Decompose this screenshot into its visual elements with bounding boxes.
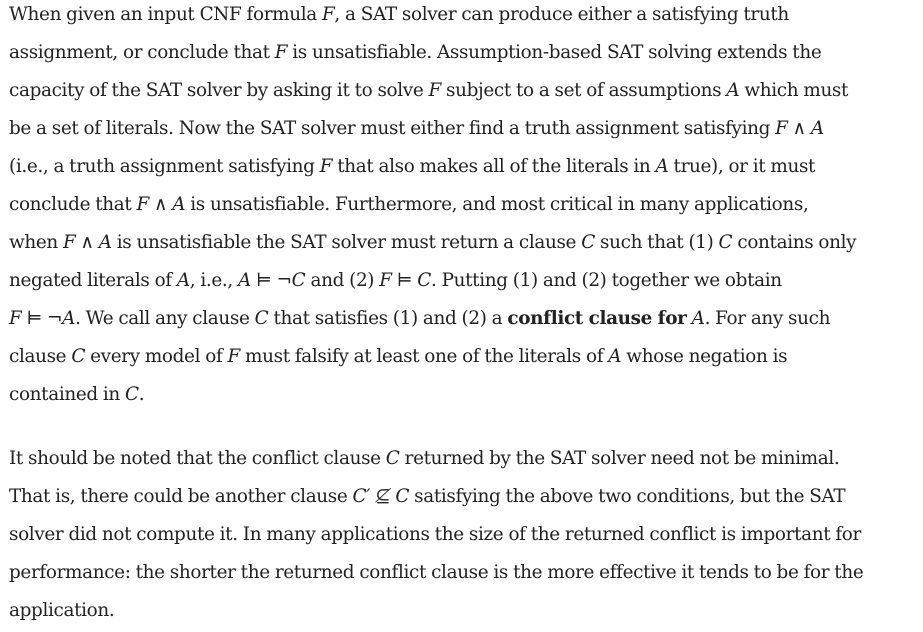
text-run: contains only	[732, 232, 857, 253]
text-run: It should be noted that the conflict clause	[9, 448, 386, 469]
text-run: that also makes all of the literals in	[332, 156, 656, 177]
text-run: true), or it must	[668, 156, 816, 177]
text-run: application.	[9, 600, 115, 621]
text-run: when	[9, 232, 64, 253]
math-expression: A ⊨ ¬C	[238, 270, 306, 291]
text-run: capacity of the SAT solver by asking it to solve	[9, 80, 429, 101]
text-run: is unsatisfiable. Assumption-based SAT solving extends the	[287, 42, 822, 63]
text-line	[9, 228, 923, 266]
math-variable: C	[125, 384, 139, 405]
text-run: When given an input CNF formula	[9, 4, 322, 25]
text-line	[9, 444, 923, 482]
bold-term: conflict clause for	[507, 308, 687, 329]
text-run: which must	[739, 80, 849, 101]
text-run: must falsify at least one of the literals of	[239, 346, 609, 367]
text-run: is unsatisfiable. Furthermore, and most critical in many applications,	[185, 194, 809, 215]
text-run: returned by the SAT solver need not be minimal.	[399, 448, 840, 469]
math-variable: F	[428, 80, 441, 101]
text-line	[9, 266, 923, 304]
text-run: That is, there could be another clause	[9, 486, 353, 507]
text-run: contained in	[9, 384, 126, 405]
text-line	[9, 190, 923, 228]
paragraph-conflict-clause-minimality	[9, 444, 923, 632]
math-expression: F ∧ A	[136, 194, 186, 215]
text-line	[9, 76, 923, 114]
math-variable: F	[322, 4, 335, 25]
math-variable: C	[718, 232, 733, 253]
math-variable: A	[726, 80, 740, 101]
math-variable: F	[319, 156, 333, 177]
math-variable: F	[274, 42, 288, 63]
text-line	[9, 114, 923, 152]
text-line	[9, 380, 923, 418]
text-run: every model of	[85, 346, 228, 367]
text-run: , i.e.,	[189, 270, 239, 291]
math-variable: A	[655, 156, 669, 177]
text-run: assignment, or conclude that	[9, 42, 275, 63]
text-run: negated literals of	[9, 270, 177, 291]
text-line	[9, 558, 923, 596]
text-run: (i.e., a truth assignment satisfying	[9, 156, 320, 177]
math-variable: A	[691, 308, 705, 329]
text-run: subject to a set of assumptions	[440, 80, 727, 101]
math-variable: C	[71, 346, 86, 367]
text-run: and (2)	[305, 270, 380, 291]
text-run: . For any such	[704, 308, 831, 329]
paragraph-assumption-based-solving	[9, 0, 923, 418]
text-run: such that (1)	[594, 232, 719, 253]
text-line	[9, 38, 923, 76]
text-line	[9, 520, 923, 558]
text-run: .	[138, 384, 145, 405]
math-variable: C	[581, 232, 595, 253]
math-expression: F ∧ A	[775, 118, 824, 139]
math-variable: A	[176, 270, 190, 291]
text-run: be a set of literals. Now the SAT solver must either find a truth assignment satisfying	[9, 118, 776, 139]
text-run: , a SAT solver can produce either a satisfying truth	[334, 4, 789, 25]
text-line	[9, 482, 923, 520]
math-variable: C	[385, 448, 400, 469]
math-variable: A	[608, 346, 622, 367]
text-line	[9, 342, 923, 380]
text-run: clause	[9, 346, 72, 367]
text-run: is unsatisfiable the SAT solver must return a clause	[111, 232, 582, 253]
math-expression: C′ ⊈ C	[352, 486, 410, 507]
math-expression: F ∧ A	[63, 232, 112, 253]
text-run: solver did not compute it. In many applications the size of the returned conflict is important for	[9, 524, 861, 545]
text-run: . We call any clause	[75, 308, 255, 329]
text-line	[9, 0, 923, 38]
text-run: that satisfies (1) and (2) a	[268, 308, 508, 329]
math-variable: F	[227, 346, 240, 367]
math-expression: F ⊨ ¬A	[9, 308, 76, 329]
text-run: performance: the shorter the returned conflict clause is the more effective it tends to be for the	[9, 562, 864, 583]
text-run: whose negation is	[621, 346, 788, 367]
math-variable: C	[254, 308, 269, 329]
text-line	[9, 152, 923, 190]
text-line	[9, 304, 923, 342]
text-line	[9, 596, 923, 632]
text-run: satisfying the above two conditions, but the SAT	[409, 486, 846, 507]
math-expression: F ⊨ C	[379, 270, 432, 291]
text-run: conclude that	[9, 194, 137, 215]
text-run: . Putting (1) and (2) together we obtain	[431, 270, 782, 291]
